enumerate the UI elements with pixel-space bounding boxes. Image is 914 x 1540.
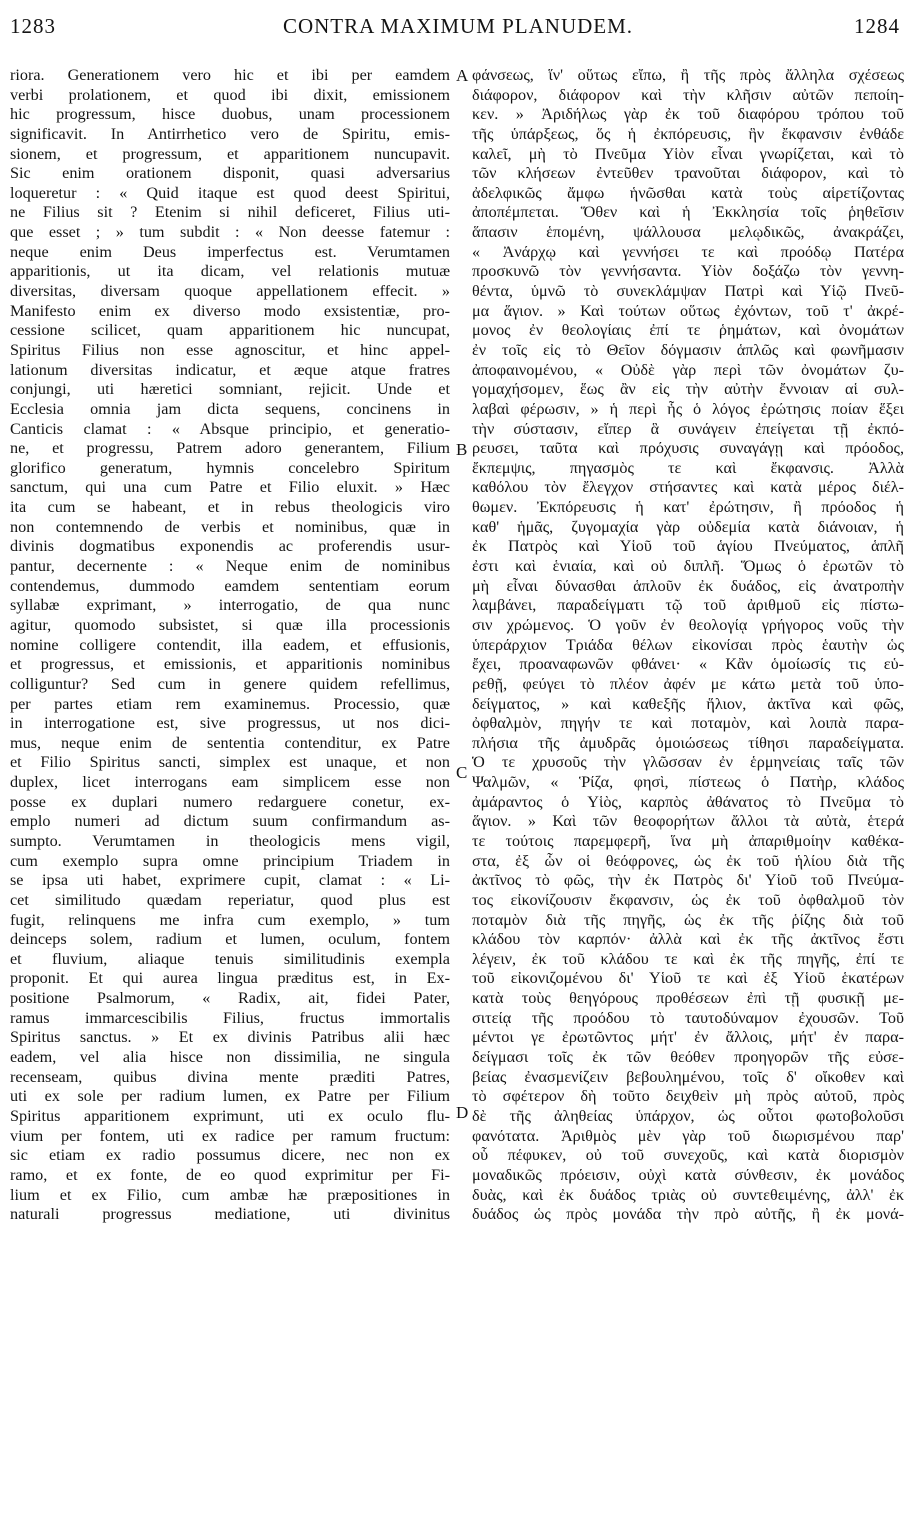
greek-text-line: ἀκτῖνος τὸ φῶς, τὴν ἐκ Πατρὸς δι' Υἱοῦ τοῦ Πνεύμα- — [472, 871, 904, 890]
latin-text-line: conjungi, uti hæretici somniant, rejicit. Unde et — [10, 380, 450, 399]
latin-text-line: et Filio Spiritus sancti, simplex est unaque, et non — [10, 753, 450, 772]
greek-text-line: κλάδου τὸν καρπόν· ἀλλὰ καὶ ἐκ τῆς ἀκτῖνος ἔστι — [472, 930, 904, 949]
greek-text-line: βείας ἐνασμενίζειν βεβουλημένου, τοῖς δ' οἴκοθεν καὶ — [472, 1067, 904, 1086]
latin-text-line: emplo numeri ad dictum suum confirmandum as- — [10, 812, 450, 831]
greek-text-line: κατὰ τοὺς θεηγόρους προθέσεων ἐπὶ τῇ φυσικῇ με- — [472, 989, 904, 1008]
latin-text-line: Spiritus apparitionem exprimunt, uti ex oculo flu- — [10, 1106, 450, 1125]
latin-text-line: ita cum se habeant, et in rebus theologicis viro — [10, 498, 450, 517]
latin-text-line: et fluvium, aliaque tenuis similitudinis exempla — [10, 949, 450, 968]
latin-text-line: eadem, vel alia hisce non dissimilia, ne singula — [10, 1048, 450, 1067]
latin-text-line: recenseam, quibus divina mente præditi Patres, — [10, 1067, 450, 1086]
latin-text-line: sic etiam ex radio possumus dicere, nec non ex — [10, 1146, 450, 1165]
margin-marker-b: B — [456, 440, 468, 459]
latin-text-line: uti ex sole per radium lumen, ex Patre per Filium — [10, 1087, 450, 1106]
margin-marker-a: A — [456, 66, 469, 85]
greek-text-line: λέγειν, ἐκ τοῦ κλάδου τε καὶ ἐκ τῆς πηγῆς, ἐπί τε — [472, 949, 904, 968]
latin-text-line: proponit. Et qui aurea lingua præditus est, in Ex- — [10, 969, 450, 988]
greek-text-line: ρεθῇ, φεύγει τὸ πλέον ἀφέν με κάτω μετὰ τοῦ ὑπο- — [472, 674, 904, 693]
latin-text-line: naturali progressus mediatione, uti divinitus — [10, 1205, 450, 1224]
greek-text-line: σιτείᾳ τῆς προόδου τὸ ταυτοδύναμον ἐχουσῶν. Τοῦ — [472, 1008, 904, 1027]
greek-text-line: ἔκπεμψις, πηγασμὸς τε καὶ ἔκφανσις. Ἀλλὰ — [472, 458, 904, 477]
latin-text-line: Ecclesia omnia jam dicta sequens, concinens in — [10, 399, 450, 418]
latin-column — [10, 66, 450, 1225]
greek-text-line: τος εἰκονίζουσιν ἔκφανσιν, ὡς ἐκ τοῦ ὀφθαλμοῦ τὸν — [472, 890, 904, 909]
greek-text-line: μὴ εἶναι δύνασθαι ἁπλοῦν ἐκ δυάδος, εἰς ἀνατροπὴν — [472, 576, 904, 595]
latin-text-line: apparitionis, ut ita dicam, vel relationis mutuæ — [10, 262, 450, 281]
greek-text-line: δείγματος, » καὶ καθεξῆς ἥλιον, ἀκτῖνα καὶ φῶς, — [472, 694, 904, 713]
greek-text-line: Ψαλμῶν, « Ῥίζα, φησὶ, πίστεως ὁ Πατὴρ, κλάδος — [472, 773, 904, 792]
latin-text-line: ramus immarcescibilis Filius, fructus immortalis — [10, 1008, 450, 1027]
greek-text-line: ἔχει, προαναφωνῶν φθάνει· « Κἂν ὁμοίωσίς τις εὑ- — [472, 655, 904, 674]
greek-text-line: ἀδελφικῶς ἄμφω ἡνῶσθαι κατὰ τοὺς αἱρετίζοντας — [472, 183, 904, 202]
latin-text-line: cum exemplo supra omne principium Triadem in — [10, 851, 450, 870]
latin-text-line: lium et ex Filio, cum ambæ hæ præpositiones in — [10, 1185, 450, 1204]
greek-text-line: καθ' ἡμᾶς, ζυγομαχία γὰρ οὐδεμία κατὰ διάνοιαν, ἡ — [472, 517, 904, 536]
latin-text-line: agitur, quomodo subsistet, si quæ illa processionis — [10, 615, 450, 634]
greek-text-line: ἐστι καὶ ἑνιαία, καὶ οὐ διπλῆ. Ὅμως ὁ ἐρωτῶν τὸ — [472, 557, 904, 576]
latin-text-line: se ipsa uti habet, exprimere cupit, clamat : « Li- — [10, 871, 450, 890]
greek-text-line: ὀφθαλμὸν, πηγήν τε καὶ ποταμὸν, καὶ λοιπὰ παρα- — [472, 714, 904, 733]
latin-text-line: Sic enim orationem disponit, quasi adversarius — [10, 164, 450, 183]
latin-text-line: Canticis clamat : « Absque principio, et generatio- — [10, 419, 450, 438]
latin-text-line: lationum diversitas indicatur, et æque atque fratres — [10, 360, 450, 379]
greek-text-line: λαμβάνει, παραδείγματι τῷ τοῦ ἀριθμοῦ εἰς πίστω- — [472, 596, 904, 615]
latin-text-line: non contemnendo de verbis et nominibus, quæ in — [10, 517, 450, 536]
latin-text-line: verbi prolationem, et quod ibi dixit, emissionem — [10, 85, 450, 104]
greek-text-line: ἀποπέμπεται. Ὅθεν καὶ ἡ Ἐκκλησία τοῖς ῥηθεῖσιν — [472, 203, 904, 222]
page-header — [0, 6, 914, 46]
greek-text-line: ἀμάραντος ὁ Υἱὸς, καρπὸς ἀθάνατος τὸ Πνεῦμα τὸ — [472, 792, 904, 811]
latin-text-line: mus, neque enim de sententia contenditur, ex Patre — [10, 733, 450, 752]
margin-marker-d: D — [456, 1103, 469, 1122]
running-title: CONTRA MAXIMUM PLANUDEM. — [282, 14, 634, 38]
latin-text-line: hic progressum, hisce duobus, unam processionem — [10, 105, 450, 124]
latin-text-line: in interrogatione est, sive progressus, ut nos dici- — [10, 714, 450, 733]
greek-text-line: φάνσεως, ἵν' οὕτως εἴπω, ἢ τῆς πρὸς ἄλληλα σχέσεως — [472, 66, 904, 84]
latin-text-line: duplex, licet interrogans eam simplicem esse non — [10, 773, 450, 792]
greek-text-line: ἀποφαινομένου, « Οὐδὲ γὰρ περὶ τῶν ὀνομάτων ζυ- — [472, 360, 904, 379]
latin-text-line: divinis dogmatibus exponendis ac proferendis usur- — [10, 537, 450, 556]
greek-text-line: τε τούτοις παρεμφερῆ, ἵνα μὴ ἀπαριθμοίην καθέκα- — [472, 831, 904, 850]
greek-text-line: Ὁ τε χρυσοῦς τὴν γλῶσσαν ἐν ἑρμηνείαις ταῖς τῶν — [472, 753, 904, 772]
greek-text-line: μοναδικῶς πρόεισιν, οὐχὶ κατὰ σύνθεσιν, ἐκ μονάδος — [472, 1165, 904, 1184]
greek-text-line: ὑπεράρχιον Τριάδα θέλων εἰκονίσαι πρὸς ἑαυτὴν ὡς — [472, 635, 904, 654]
greek-text-line: ἅπασιν ἑπομένη, ψάλλουσα μελῳδικῶς, ἀνακράζει, — [472, 223, 904, 242]
latin-text-line: cessione scilicet, quam apparitionem hic nuncupat, — [10, 321, 450, 340]
latin-text-line: Spiritus sanctus. » Et ex divinis Patribus alii hæc — [10, 1028, 450, 1047]
greek-text-line: οὗ πέφυκεν, οὐ τοῦ συνεχοῦς, καὶ κατὰ διορισμὸν — [472, 1146, 904, 1165]
greek-column — [472, 66, 904, 1225]
greek-text-line: ρευσει, ταῦτα καὶ πρόχυσις συναγάγῃ καὶ πρόοδος, — [472, 439, 904, 458]
greek-text-line: καλεῖ, μὴ τὸ Πνεῦμα Υἱὸν εἶναι γνωρίζεται, καὶ τὸ — [472, 144, 904, 163]
greek-text-line: δὲ τῆς ἀληθείας ὑπάρχον, ὡς οὗτοι φωτοβολοῦσι — [472, 1106, 904, 1125]
greek-text-line: ἐκ Πατρὸς καὶ Υἱοῦ τοῦ ἁγίου Πνεύματος, ἁπλῆ — [472, 537, 904, 556]
greek-text-line: δυὰς, καὶ ἐκ δυάδος τριὰς οὐ συντεθειμένης, ἀλλ' ἐκ — [472, 1185, 904, 1204]
latin-text-line: significavit. In Antirrhetico vero de Spiritu, emis- — [10, 124, 450, 143]
latin-text-line: ramo, et ex fonte, de eo quod exprimitur per Fi- — [10, 1165, 450, 1184]
greek-text-line: ἅγιον. » Καὶ τῶν θεοφορήτων ἄλλοι τὰ αὐτὰ, ἑτερά — [472, 812, 904, 831]
latin-text-line: pantur, decernente : « Neque enim de nominibus — [10, 557, 450, 576]
greek-text-line: τοῦ εἰκονιζομένου δι' Υἱοῦ τε καὶ ἐξ Υἱοῦ ἑκατέρων — [472, 969, 904, 988]
latin-text-line: fugit, relinquens me infra cum exemplo, » tum — [10, 910, 450, 929]
latin-text-line: Spiritus Filius non esse agnoscitur, et hinc appel- — [10, 340, 450, 359]
greek-text-line: δυάδος ὡς πρὸς μονάδα τὴν πρὸ αὐτῆς, ἢ ἐκ μονά- — [472, 1205, 904, 1224]
greek-text-line: μα ἅγιον. » Καὶ τούτων οὕτως ἐχόντων, τοῦ τ' ἀκρέ- — [472, 301, 904, 320]
greek-text-line: προσκυνῶ τὸν γεννήσαντα. Υἱὸν δοξάζω τὸν γεννη- — [472, 262, 904, 281]
latin-text-line: Manifesto enim ex diverso modo exsistentiæ, pro- — [10, 301, 450, 320]
greek-text-line: δείγμασι τοῖς ἐκ τῶν θεόθεν προηγορῶν τῆς εὐσε- — [472, 1048, 904, 1067]
greek-text-line: τῆς ὑπάρξεως, ὅς ἡ ἐκπόρευσις, ἣν ἔκφανσιν ἐνθάδε — [472, 124, 904, 143]
left-page-number: 1283 — [10, 14, 56, 38]
greek-text-line: « Ἀνάρχῳ καὶ γεννήσει τε καὶ προόδῳ Πατέρα — [472, 242, 904, 261]
latin-text-line: colliguntur? Sed cum in genere quidem refellimus, — [10, 674, 450, 693]
latin-text-line: et progressus, et emissionis, et apparitionis nominibus — [10, 655, 450, 674]
greek-text-line: τὴν σύστασιν, εἴπερ ἃ συνάγειν ἐπείγεται τῇ ἐκπό- — [472, 419, 904, 438]
latin-text-line: sionem, et progressum, et apparitionem nuncupavit. — [10, 144, 450, 163]
right-page-number: 1284 — [854, 14, 900, 38]
latin-text-line: ne, et progressu, Patrem adoro generantem, Filium — [10, 439, 450, 458]
latin-text-line: diversitas, diversam quoque appellationem effecit. » — [10, 282, 450, 301]
latin-text-line: sumpto. Verumtamen in theologicis mens vigil, — [10, 831, 450, 850]
greek-text-line: λαβαὶ φέρωσιν, » ἡ περὶ ἧς ὁ λόγος ἐρώτησις ποίαν ἕξει — [472, 399, 904, 418]
latin-text-line: sanctum, qui una cum Patre et Filio eluxit. » Hæc — [10, 478, 450, 497]
greek-text-line: διάφορον, διάφορον καὶ τὴν κλῆσιν αὐτῶν πεποίη- — [472, 85, 904, 104]
greek-text-line: τῶν κλήσεων ἐντεῦθεν τρανοῦται διάφορον, καὶ τὸ — [472, 164, 904, 183]
greek-text-line: στα, ἐξ ὧν οἱ θεόφρονες, ὡς ἐκ τοῦ ἡλίου διὰ τῆς — [472, 851, 904, 870]
latin-text-line: syllabæ exprimant, » interrogatio, de qua nunc — [10, 596, 450, 615]
greek-text-line: ποταμὸν διὰ τῆς πηγῆς, ὡς ἐκ τῆς ῥίζης διὰ τοῦ — [472, 910, 904, 929]
latin-text-line: nomine colligere contendit, illa eadem, et effusionis, — [10, 635, 450, 654]
greek-text-line: τὸ σφέτερον δὴ τοῦτο δειχθεὶν μὴ πρὸς αὐτοῦ, πρὸς — [472, 1087, 904, 1106]
greek-text-line: θωμεν. Ἐκπόρευσις ἡ κατ' ἐρώτησιν, ἢ πρόοδος ἡ — [472, 498, 904, 517]
latin-text-line: positione Psalmorum, « Radix, ait, fidei Pater, — [10, 989, 450, 1008]
latin-text-line: glorifico generatum, hymnis concelebro Spiritum — [10, 458, 450, 477]
latin-text-line: vium per fontem, uti ex radice per ramum fructum: — [10, 1126, 450, 1145]
greek-text-line: σιν χρώμενος. Ὁ γοῦν ἐν θεολογίᾳ γρήγορος νοῦς τὴν — [472, 615, 904, 634]
greek-text-line: γομαχήσομεν, ἕως ἂν εἰς τὴν αὐτὴν ἔννοιαν αἱ συλ- — [472, 380, 904, 399]
latin-text-line: loqueretur : « Quid itaque est quod deest Spiritui, — [10, 183, 450, 202]
greek-text-line: μέντοι γε ἐρωτῶντος μήτ' ἐν ἄλλοις, μήτ' ἐν παρα- — [472, 1028, 904, 1047]
latin-text-line: posse ex duplari numero redarguere conetur, ex- — [10, 792, 450, 811]
latin-text-line: deinceps solem, radium et lumen, oculum, fontem — [10, 930, 450, 949]
latin-text-line: contendemus, dummodo eamdem sententiam eorum — [10, 576, 450, 595]
latin-text-line: neque enim Deus imperfectus est. Verumtamen — [10, 242, 450, 261]
latin-text-line: per partes etiam rem examinemus. Processio, quæ — [10, 694, 450, 713]
greek-text-line: φανότατα. Ἀριθμὸς μὲν γὰρ τοῦ διωρισμένου παρ' — [472, 1126, 904, 1145]
greek-text-line: καθόλου τὸν ἔλεγχον στήσαντες καὶ κατὰ μέρος διέλ- — [472, 478, 904, 497]
greek-text-line: ἐν τοῖς εἰς τὸ Θεῖον δόγμασιν ἁπλῶς καὶ φωνῆμασιν — [472, 340, 904, 359]
margin-marker-c: C — [456, 763, 468, 782]
latin-text-line: cet similitudo quædam reperiatur, quod plus est — [10, 890, 450, 909]
latin-text-line: que esset ; » tum subdit : « Non deesse fatemur : — [10, 223, 450, 242]
latin-text-line: ne Filius sit ? Etenim si nihil deficeret, Filius uti- — [10, 203, 450, 222]
greek-text-line: θέντα, ὑμνῶ τὸ συνεκλάμψαν Πατρὶ καὶ Υἱῷ Πνεῦ- — [472, 282, 904, 301]
greek-text-line: πλήσια τῆς ἀμυδρᾶς ὁμοιώσεως τίθησι παραδείγματα. — [472, 733, 904, 752]
greek-text-line: μονος ἐν θεολογίαις ἐπί τε ῥημάτων, καὶ ὀνομάτων — [472, 321, 904, 340]
latin-text-line: riora. Generationem vero hic et ibi per eamdem — [10, 66, 450, 84]
greek-text-line: κεν. » Ἀριδήλως γὰρ ἐκ τοῦ διαφόρου τρόπου τοῦ — [472, 105, 904, 124]
